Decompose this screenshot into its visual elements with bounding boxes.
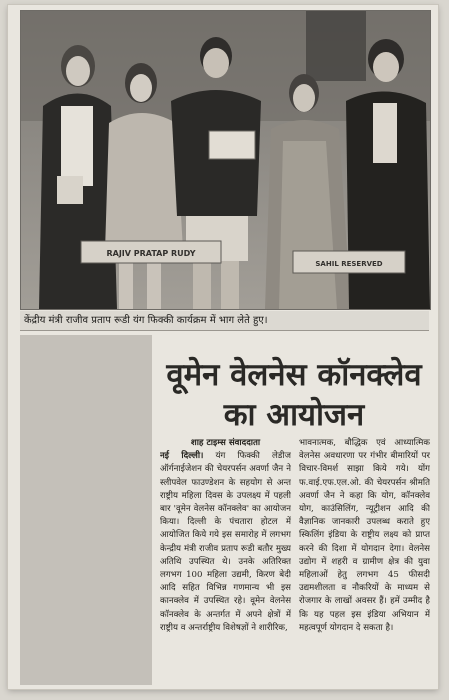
headline-line-1: वूमेन वेलनेस कॉनक्लेव [166, 357, 422, 393]
column-1-text: यंग फिक्की लेडीज ऑर्गनाईजेशन की चेयरपर्सन अवर्णा जैन ने स्लीपवेल फाउण्डेशन के सहयोग से अन्त राष्ट्रीय महिला दिवस के उपलक्ष्य में पहली बार 'वूमेन वेलनेस कॉनक्लेव' का आयोजन किया। दिल्ली के पंचतारा होटल में आयोजित किये गये इस समारोह में लगभग केन्द्रीय मंत्री राजीव प्रताप रूडी बतौर मुख्य अतिथि उपस्थित थे। उनके अतिरिक्त लगभग 100 महिला उद्यमी, किरण बेदी आदि सहित विभिन्न गणमान्य भी इस कानक्लेव में उपस्थित रहे। वूमेन वेलनेस कॉनक्लेव के अन्तर्गत में अपने क्षेत्रों में राष्ट्रीय व अन्तर्राष्ट्रीय विशेषज्ञों ने शारीरिक, [160, 451, 291, 633]
article-column-2 [299, 437, 430, 685]
column-1-paragraph [160, 450, 291, 635]
news-photo [20, 10, 431, 310]
name-plate-left: RAJIV PRATAP RUDY [106, 249, 196, 258]
dateline: नई दिल्ली। [160, 451, 204, 462]
photo-caption: केंद्रीय मंत्री राजीव प्रताप रूडी यंग फिक्की कार्यक्रम में भाग लेते हुए। [20, 311, 429, 331]
newspaper-clipping [8, 5, 438, 689]
column-2-text: भावनात्मक, बौद्धिक एवं आध्यात्मिक वेलनेस अवधारणा पर गंभीर बीमारियों पर विचार-विमर्श साझा किये गये। योंग फ.वाई.एफ.एल.ओ. की चेयरपर्सन श्रीमति अवर्णा जैन ने कहा कि योग, कॉनक्लेव योग, काउंसिलिंग, न्यूट्रीशन आदि की वैज्ञानिक जानकारी उपलब्ध कराते हुए स्किलिंग इंडिया के राष्ट्रीय लक्ष्य को प्राप्त करने की दिशा में योगदान देगा। वेलनेस उद्योग में शहरी व ग्रामीण क्षेत्र की युवा महिलाओं हेतु लगभग 45 फीसदी उद्यमशीलता व नौकरियों के माध्यम से रोजगार के लाखों अवसर हैं। हमें उम्मीद है कि यह पहल इस इंडिया अभियान में महत्वपूर्ण योगदान दे सकता है। [299, 438, 430, 633]
blank-column [20, 335, 152, 685]
article-column-1 [160, 437, 291, 685]
headline-line-2: का आयोजन [223, 397, 365, 433]
photo-illustration [21, 11, 430, 309]
name-plate-right: SAHIL RESERVED [315, 260, 383, 268]
byline: शाह टाइम्स संवाददाता [190, 438, 261, 448]
article-body [160, 437, 430, 685]
article-headline [158, 355, 430, 435]
